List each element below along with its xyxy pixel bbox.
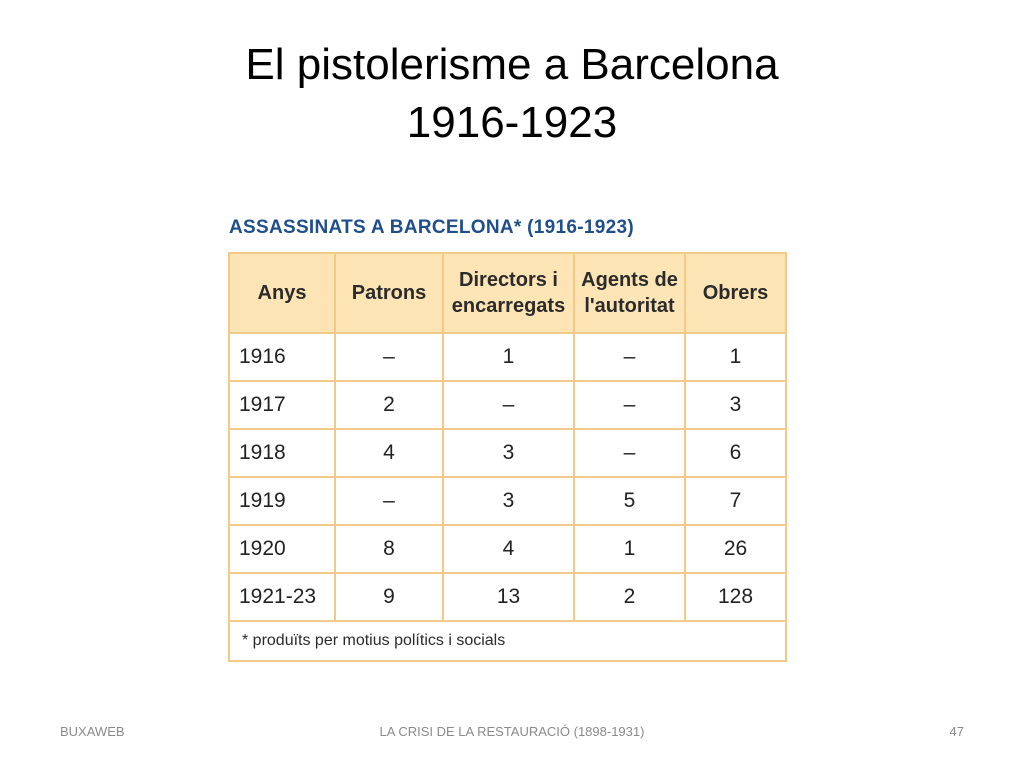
table-row xyxy=(229,333,786,381)
table-header-row xyxy=(229,253,786,333)
agents-cell: – xyxy=(574,381,685,429)
directors-cell: 3 xyxy=(443,477,574,525)
footer-source: BUXAWEB xyxy=(60,724,125,739)
slide-title-line-2: 1916-1923 xyxy=(406,98,618,147)
agents-cell: 2 xyxy=(574,573,685,621)
table-row xyxy=(229,429,786,477)
directors-cell: 13 xyxy=(443,573,574,621)
obrers-cell: 6 xyxy=(685,429,786,477)
year-cell: 1916 xyxy=(229,333,335,381)
agents-cell: 5 xyxy=(574,477,685,525)
slide-number: 47 xyxy=(949,724,964,739)
directors-cell: 3 xyxy=(443,429,574,477)
obrers-cell: 1 xyxy=(685,333,786,381)
footnote-row xyxy=(229,621,786,661)
table-row xyxy=(229,477,786,525)
column-header-agents: Agents de l'autoritat xyxy=(574,253,685,333)
year-cell: 1919 xyxy=(229,477,335,525)
obrers-cell: 7 xyxy=(685,477,786,525)
year-cell: 1917 xyxy=(229,381,335,429)
patrons-cell: – xyxy=(335,333,443,381)
slide-title xyxy=(0,36,1024,152)
column-header-obrers: Obrers xyxy=(685,253,786,333)
obrers-cell: 26 xyxy=(685,525,786,573)
directors-cell: 4 xyxy=(443,525,574,573)
year-cell: 1918 xyxy=(229,429,335,477)
agents-cell: – xyxy=(574,429,685,477)
year-cell: 1921-23 xyxy=(229,573,335,621)
patrons-cell: 9 xyxy=(335,573,443,621)
table-row xyxy=(229,381,786,429)
slide-title-line-1: El pistolerisme a Barcelona xyxy=(245,40,779,89)
column-header-patrons: Patrons xyxy=(335,253,443,333)
directors-cell: – xyxy=(443,381,574,429)
year-cell: 1920 xyxy=(229,525,335,573)
patrons-cell: 2 xyxy=(335,381,443,429)
footer-presentation-title: LA CRISI DE LA RESTAURACIÓ (1898-1931) xyxy=(379,724,645,739)
table-row xyxy=(229,525,786,573)
column-header-directors: Directors i encarregats xyxy=(443,253,574,333)
table-footnote: * produïts per motius polítics i socials xyxy=(229,621,786,661)
agents-cell: – xyxy=(574,333,685,381)
patrons-cell: 8 xyxy=(335,525,443,573)
table-caption: ASSASSINATS A BARCELONA* (1916-1923) xyxy=(229,217,634,238)
obrers-cell: 3 xyxy=(685,381,786,429)
patrons-cell: – xyxy=(335,477,443,525)
column-header-anys: Anys xyxy=(229,253,335,333)
table-row xyxy=(229,573,786,621)
assassinations-table xyxy=(228,252,787,662)
patrons-cell: 4 xyxy=(335,429,443,477)
agents-cell: 1 xyxy=(574,525,685,573)
directors-cell: 1 xyxy=(443,333,574,381)
obrers-cell: 128 xyxy=(685,573,786,621)
